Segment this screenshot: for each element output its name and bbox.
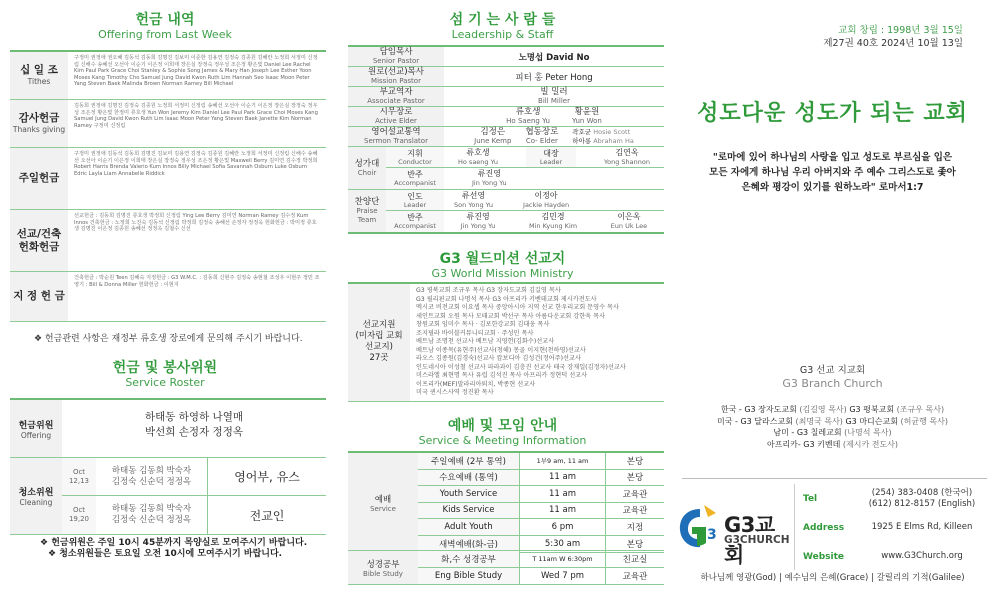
offering-names: 건축헌금 : 박순원 Teen 김혜숙 지정헌금 : G3 W.M.C. : 김동희 신현주 김정숙 송현철 조성우 이현주 정민 조영기 : Bill & Donna Miller 헌화헌금 : 이현지 [74, 275, 320, 288]
branch-item: 아프리카- G3 키벤데 (제시카 전도사) [766, 439, 899, 449]
phone-english[interactable]: (612) 812-8157 (English) [868, 498, 976, 509]
roster-title: 헌금 및 봉사위원 [112, 360, 218, 376]
roster-row-cleaning: 청소위원 Cleaning Oct 12,13 하태동 김동희 박숙자 김정숙 신순덕 정정옥 영어부, 유스 Oct 19,20 하태동 김동희 박숙자 김정숙 신순덕 정정옥 전교인 [10, 458, 326, 534]
contact-tel: Tel (254) 383-0408 (한국어) (612) 812-8157 (English) [803, 484, 993, 513]
schedule-place: 교육관 [622, 571, 648, 582]
praise-group: 찬양단 Praise Team 인도 Leader 류선영 Son Yong Yu 이정아 Jackie Hayden 반주 Accompanist 류진영 Jin Yong Yu 김민경 Min Kyung Kim 이은옥 Eun Uk Lee [348, 190, 664, 232]
staff-subtitle: Leadership & Staff [451, 28, 554, 41]
mission-item: 베트남 조명천 선교사 베트남 지영헌(김화수)선교사 [416, 338, 555, 345]
cleaning-week: Oct 19,20 하태동 김동희 박숙자 김정숙 신순덕 정정옥 전교인 [62, 496, 326, 534]
schedule-name: Adult Youth [418, 519, 520, 535]
church-tagline: 하나님께 영광(God) | 예수님의 은혜(Grace) | 갈릴리의 기적(Galilee) [700, 573, 965, 583]
logo-name: G3교회 [724, 513, 775, 567]
offering-row-mission [10, 210, 326, 272]
branch-item: 미국 - G3 달라스교회 (최명국 목사) G3 마디슨교회 (허균행 목사) [717, 416, 948, 426]
schedule-row [418, 551, 664, 568]
roster-row-offering: 헌금위원 Offering 하태동 하영하 나열매 박선희 손정자 정정옥 [10, 400, 326, 458]
address-value: 1925 E Elms Rd, Killeen [871, 522, 973, 532]
church-info [823, 24, 963, 50]
cleaning-group: 영어부, 유스 [234, 470, 300, 484]
offering-column [0, 0, 330, 596]
staff-table [348, 45, 664, 234]
schedule-name: Eng Bible Study [418, 568, 520, 585]
schedule-time: 11 am [520, 470, 606, 486]
mission-item: 이프리카(MEF)말라리아퇴치, 박종현 선교사 [416, 380, 536, 388]
branch-list [672, 404, 993, 450]
phone-korean[interactable]: (254) 383-0408 (한국어) [871, 487, 973, 498]
offering-names: 선교헌금 : 김동희 김명진 류호생 박정희 신정림 Ying Lee Berry 김미연 Norman Ramey 김수정 Kum Innos 건축헌금 : 노정희 노진숙 김동석 신정림 박정희 김정숙 송혜선 손정자 정정옥 헌화헌금 : 박미정 류호생 김명진 이은정 김종원 송혜선 정정옥 김철수 신선 [74, 213, 317, 233]
issue-number: 제27권 40호 2024년 10월 13일 [823, 38, 963, 49]
branch-item: 남미 - G3 칠레교회 (나명석 목사) [773, 428, 892, 437]
schedule-time: T 11am W 6:30pm [520, 551, 606, 567]
offering-label: 십 일 조 [20, 64, 58, 76]
bible-study-table: 성경공부 Bible Study 화,수 성경공부 T 11am W 6:30pm 친교실 Eng Bible Study Wed 7 pm 교육관 [348, 550, 664, 585]
church-logo [676, 503, 792, 567]
offering-table [10, 50, 326, 322]
mission-item: 라오스 김종원(김경숙)선교사 캄보디아 김성건(정어주)선교사 [416, 355, 581, 362]
schedule-place: 친교실 [622, 554, 648, 565]
mission-subtitle: G3 World Mission Ministry [431, 267, 574, 280]
schedule-place: 본당 [626, 539, 644, 550]
schedule-name: 주일예배 (2부 통역) [418, 453, 520, 469]
cleaning-week: Oct 12,13 하태동 김동희 박숙자 김정숙 신순덕 정정옥 영어부, 유스 [62, 458, 326, 496]
choir-group: 성가대 Choir 지휘 Conductor 류호생 Ho saeng Yu 대장 Leader 김연옥 Yong Shannon 반주 Accompanist 류진영 Jin Yong Yu [348, 147, 664, 190]
schedule-row [418, 486, 664, 503]
schedule-place: 본당 [626, 473, 644, 484]
offering-label: 지 정 헌 금 [13, 290, 65, 302]
mission-item: 미스라엘 최현명 목사 유럽 김석진 목사 아프리카 정현덕 선교사 [416, 372, 588, 379]
staff-row-senior: 담임목사 Senior Pastor 노명섭 David No [348, 47, 664, 67]
offering-label: 선교/건축 헌화헌금 [16, 227, 62, 253]
schedule-name: Youth Service [418, 486, 520, 502]
worship-subtitle: Service & Meeting Information [418, 434, 587, 447]
mission-table: 선교지원 (미자립 교회 선교지) 27곳 G3 평북교회 조규우 목사 G3 장자도교회 김길영 목사 G3 필리핀교회 나명석 목사 G3 아프리카 키벤데교회 제시카전도사 멕시코 비전교회 이요셉 목사 중앙아시아 지역 선교 한우리교회 문영수 목사 세인트교회 오원 목사 모태교회 박선구 목사 아름다운교회 강한욱 목사 창원교회 임미수 목사 · 김포한강교회 김대웅 목사 조지필라 바이블커뮤니티교회 · 주성민 목사 베트남 조명천 선교사 베트남 지영헌(김화수)선교사 베트남 이종목(유현주)선교사(청해) 몽골 이지현(천하영)선교사 라오스 김종원(김경숙)선교사 캄보디아 김성건(정어주)선교사 인도네시아 이성철 선교사 파라과이 김충진 선교사 태국 장재일(김정자)선교사 미스라엘 최현명 목사 유럽 김석진 목사 아프리카 정현덕 선교사 이프리카(MEF)말라리아퇴치, 박종현 선교사 미국 퀸시스사역 정진환 목사 [348, 282, 664, 402]
staff-title: 섬 기 는 사 람 들 [449, 12, 556, 28]
staff-row-translator: 영어설교통역 Sermon Translator 김정은 June Kemp 협동장로 Co- Elder 곽호균 Hosie Scott 하아롱 Abraham Ha [348, 127, 664, 147]
offering-names: 구정미 권정애 권오혜 김동석 김동희 김명진 김보미 이준한 김용연 김정숙 김종원 김혜란 노정희 서정미 신정림 신해수 송혜선 오선아 이순기 이은정 이희태 장은실 장정숙 정우성 조은정 황은빛 Daniel Lee Rachel Kim Paul Park Grace Choi Stanley & Sophie Song James & Mary Han Joseph Lee Esther Yoon Moses Kang Timothy Cho Samuel Jung David Kwon Ruth Lim Hannah Seo Isaac Moon Peter Yang Steven Baek Malinda Brown Norman Ramey Bill Michael [74, 55, 318, 88]
divider [682, 478, 987, 479]
g3-logo-icon [676, 503, 720, 551]
offering-names: 구정미 권정애 김동석 김동희 김명진 김보미 김용연 김정숙 김종원 김혜란 노정희 서정미 신정림 신해수 송혜선 오선아 이순기 이은정 이희태 장은실 장정숙 정우성 조은정 황은빛 Maxwell Berry 김미연 김수정 박정희 Robert Harris Brenda Valerio Kum Innos Billy Michael Sofia Savannah Osburn Luke Osburn Edric Layla Liam Annabelle Riddick [74, 151, 318, 177]
schedule-row [418, 519, 664, 536]
logo-name-en: G3CHURCH [724, 534, 790, 546]
cover-column [672, 0, 993, 596]
schedule-name: 수요예배 (통역) [418, 470, 520, 486]
divider [794, 484, 795, 570]
schedule-place: 교육관 [622, 489, 648, 500]
offering-label: 주일헌금 [18, 172, 60, 184]
offering-row-designated [10, 272, 326, 322]
mission-item: 창원교회 임미수 목사 · 김포한강교회 김대웅 목사 [416, 321, 550, 328]
mission-item: 인도네시아 이성철 선교사 파라과이 김충진 선교사 태국 장재일(김정자)선교사 [416, 363, 626, 371]
staff-row-associate: 부교역자 Associate Pastor 빌 밀러 Bill Miller [348, 87, 664, 107]
offering-title: 헌금 내역 [135, 12, 195, 28]
schedule-place: 본당 [626, 456, 644, 467]
scripture-verse: "로마에 있어 하나님의 사랑을 입고 성도로 부르심을 입은 모든 자에게 하나님 우리 아버지와 주 예수 그리스도로 좇아 은혜와 평강이 있기를 원하노라" 로마서1:7 [709, 152, 956, 193]
schedule-time: 11 am [520, 503, 606, 519]
schedule-time: 1부9 am, 11 am [520, 453, 606, 469]
offering-row-sunday [10, 148, 326, 210]
schedule-time: 11 am [520, 486, 606, 502]
contact-website: Website www.G3Church.org [803, 542, 993, 571]
church-motto: 성도다운 성도가 되는 교회 [697, 101, 968, 126]
schedule-row [418, 503, 664, 520]
schedule-place: 지정 [626, 522, 644, 533]
mission-item: G3 필리핀교회 나명석 목사 G3 아프리카 키벤데교회 제시카전도사 [416, 295, 597, 303]
established-date: 교회 창립 : 1998년 3월 15일 [838, 25, 963, 36]
worship-table: 예배 Service 주일예배 (2부 통역) 1부9 am, 11 am 본당 수요예배 (통역) 11 am 본당 Youth Service 11 am 교육관 Kids Service 11 am 교육관 Adult Youth 6 pm 지정 새벽예배(화-금) 5:30 am 본당 [348, 451, 664, 553]
offering-row-thanks: 감사헌금 Thanks giving 김동희 권정애 김명진 김정숙 김종원 노정희 서정미 신정림 송혜선 오선아 이순기 이은정 장은실 장정숙 정우성 조은정 황은빛 한정미 류호생 Yun Won Jeremy Kim Daniel Lee Paul Park Grace Choi Moses Kang Samuel Jung David Kwon Ruth Lim Isaac Moon Peter Yang Steven Baek Janette Kim Norman Ramey 구정미 신정림 [10, 100, 326, 148]
staff-row-elder: 시무장로 Active Elder 류호생 Ho Saeng Yu 황윤원 Yun Won [348, 107, 664, 127]
staff-row-mission: 원로(선교)목사 Mission Pastor 피터 홍 Peter Hong [348, 67, 664, 87]
schedule-place: 교육관 [622, 506, 648, 517]
mission-list [410, 284, 664, 401]
roster-notes: ❖ 헌금위원은 주일 10시 45분까지 목양실로 모여주시기 바랍니다. ❖ 청소위원들은 토요일 오전 10시에 모여주시기 바랍니다. [40, 538, 308, 559]
roster-table [10, 398, 326, 535]
schedule-time: 5:30 am [520, 536, 606, 553]
cleaning-group: 전교인 [249, 508, 285, 523]
schedule-name: Kids Service [418, 503, 520, 519]
schedule-time: 6 pm [520, 519, 606, 535]
mission-item: 세인트교회 오원 목사 모태교회 박선구 목사 아름다운교회 강한욱 목사 [416, 312, 606, 320]
mission-item: G3 평북교회 조규우 목사 G3 장자도교회 김길영 목사 [416, 287, 561, 294]
offering-subtitle: Offering from Last Week [98, 28, 232, 41]
schedule-row [418, 470, 664, 487]
staff-column [340, 0, 665, 596]
schedule-row [418, 453, 664, 470]
offering-names: 김동희 권정애 김명진 김정숙 김종원 노정희 서정미 신정림 송혜선 오선아 이순기 이은정 장은실 장정숙 정우성 조은정 황은빛 한정미 류호생 Yun Won Jeremy Kim Daniel Lee Paul Park Grace Choi Moses Kang Samuel Jung David Kwon Ruth Lim Isaac Moon Peter Yang Steven Baek Janette Kim Norman Ramey 구정미 신정림 [74, 103, 318, 129]
contact-address: Address 1925 E Elms Rd, Killeen [803, 513, 993, 542]
branch-heading: G3 선교 지교회 G3 Branch Church [782, 365, 883, 390]
mission-item: 미국 퀸시스사역 정진환 목사 [416, 389, 494, 396]
contact-info [803, 484, 993, 571]
svg-text:3: 3 [707, 527, 717, 543]
schedule-name: 새벽예배(화-금) [418, 536, 520, 553]
offering-row-tithes: 십 일 조 Tithes 구정미 권정애 권오혜 김동석 김동희 김명진 김보미 이준한 김용연 김정숙 김종원 김혜란 노정희 서정미 신정림 신해수 송혜선 오선아 이순기 이은정 이희태 장은실 장정숙 정우성 조은정 황은빛 Daniel Lee Rachel Kim Paul Park Grace Choi Stanley & Sophie Song James & Mary Han Joseph Lee Esther Yoon Moses Kang Timothy Cho Samuel Jung David Kwon Ruth Lim Hannah Seo Isaac Moon Peter Yang Steven Baek Malinda Brown Norman Ramey Bill Michael [10, 50, 326, 100]
schedule-name: 화,수 성경공부 [418, 551, 520, 567]
mission-item: 멕시코 비전교회 이요셉 목사 중앙아시아 지역 선교 한우리교회 문영수 목사 [416, 304, 619, 311]
worship-title: 예배 및 모임 안내 [447, 418, 558, 434]
mission-item: 베트남 이종목(유현주)선교사(청해) 몽골 이지현(천하영)선교사 [416, 346, 586, 354]
mission-title: G3 월드미션 선교지 [439, 251, 566, 267]
mission-item: 조지필라 바이블커뮤니티교회 · 주성민 목사 [416, 329, 534, 337]
branch-item: 한국 - G3 장자도교회 (김길영 목사) G3 평북교회 (조규우 목사) [720, 405, 945, 414]
offering-note: ❖ 헌금관련 사항은 재정부 류호생 장로에게 문의해 주시기 바랍니다. [34, 334, 303, 344]
website-link[interactable]: www.G3Church.org [881, 551, 963, 561]
roster-subtitle: Service Roster [125, 376, 205, 389]
schedule-time: Wed 7 pm [520, 568, 606, 585]
offering-label: 감사헌금 [18, 112, 60, 124]
schedule-row [418, 568, 664, 585]
